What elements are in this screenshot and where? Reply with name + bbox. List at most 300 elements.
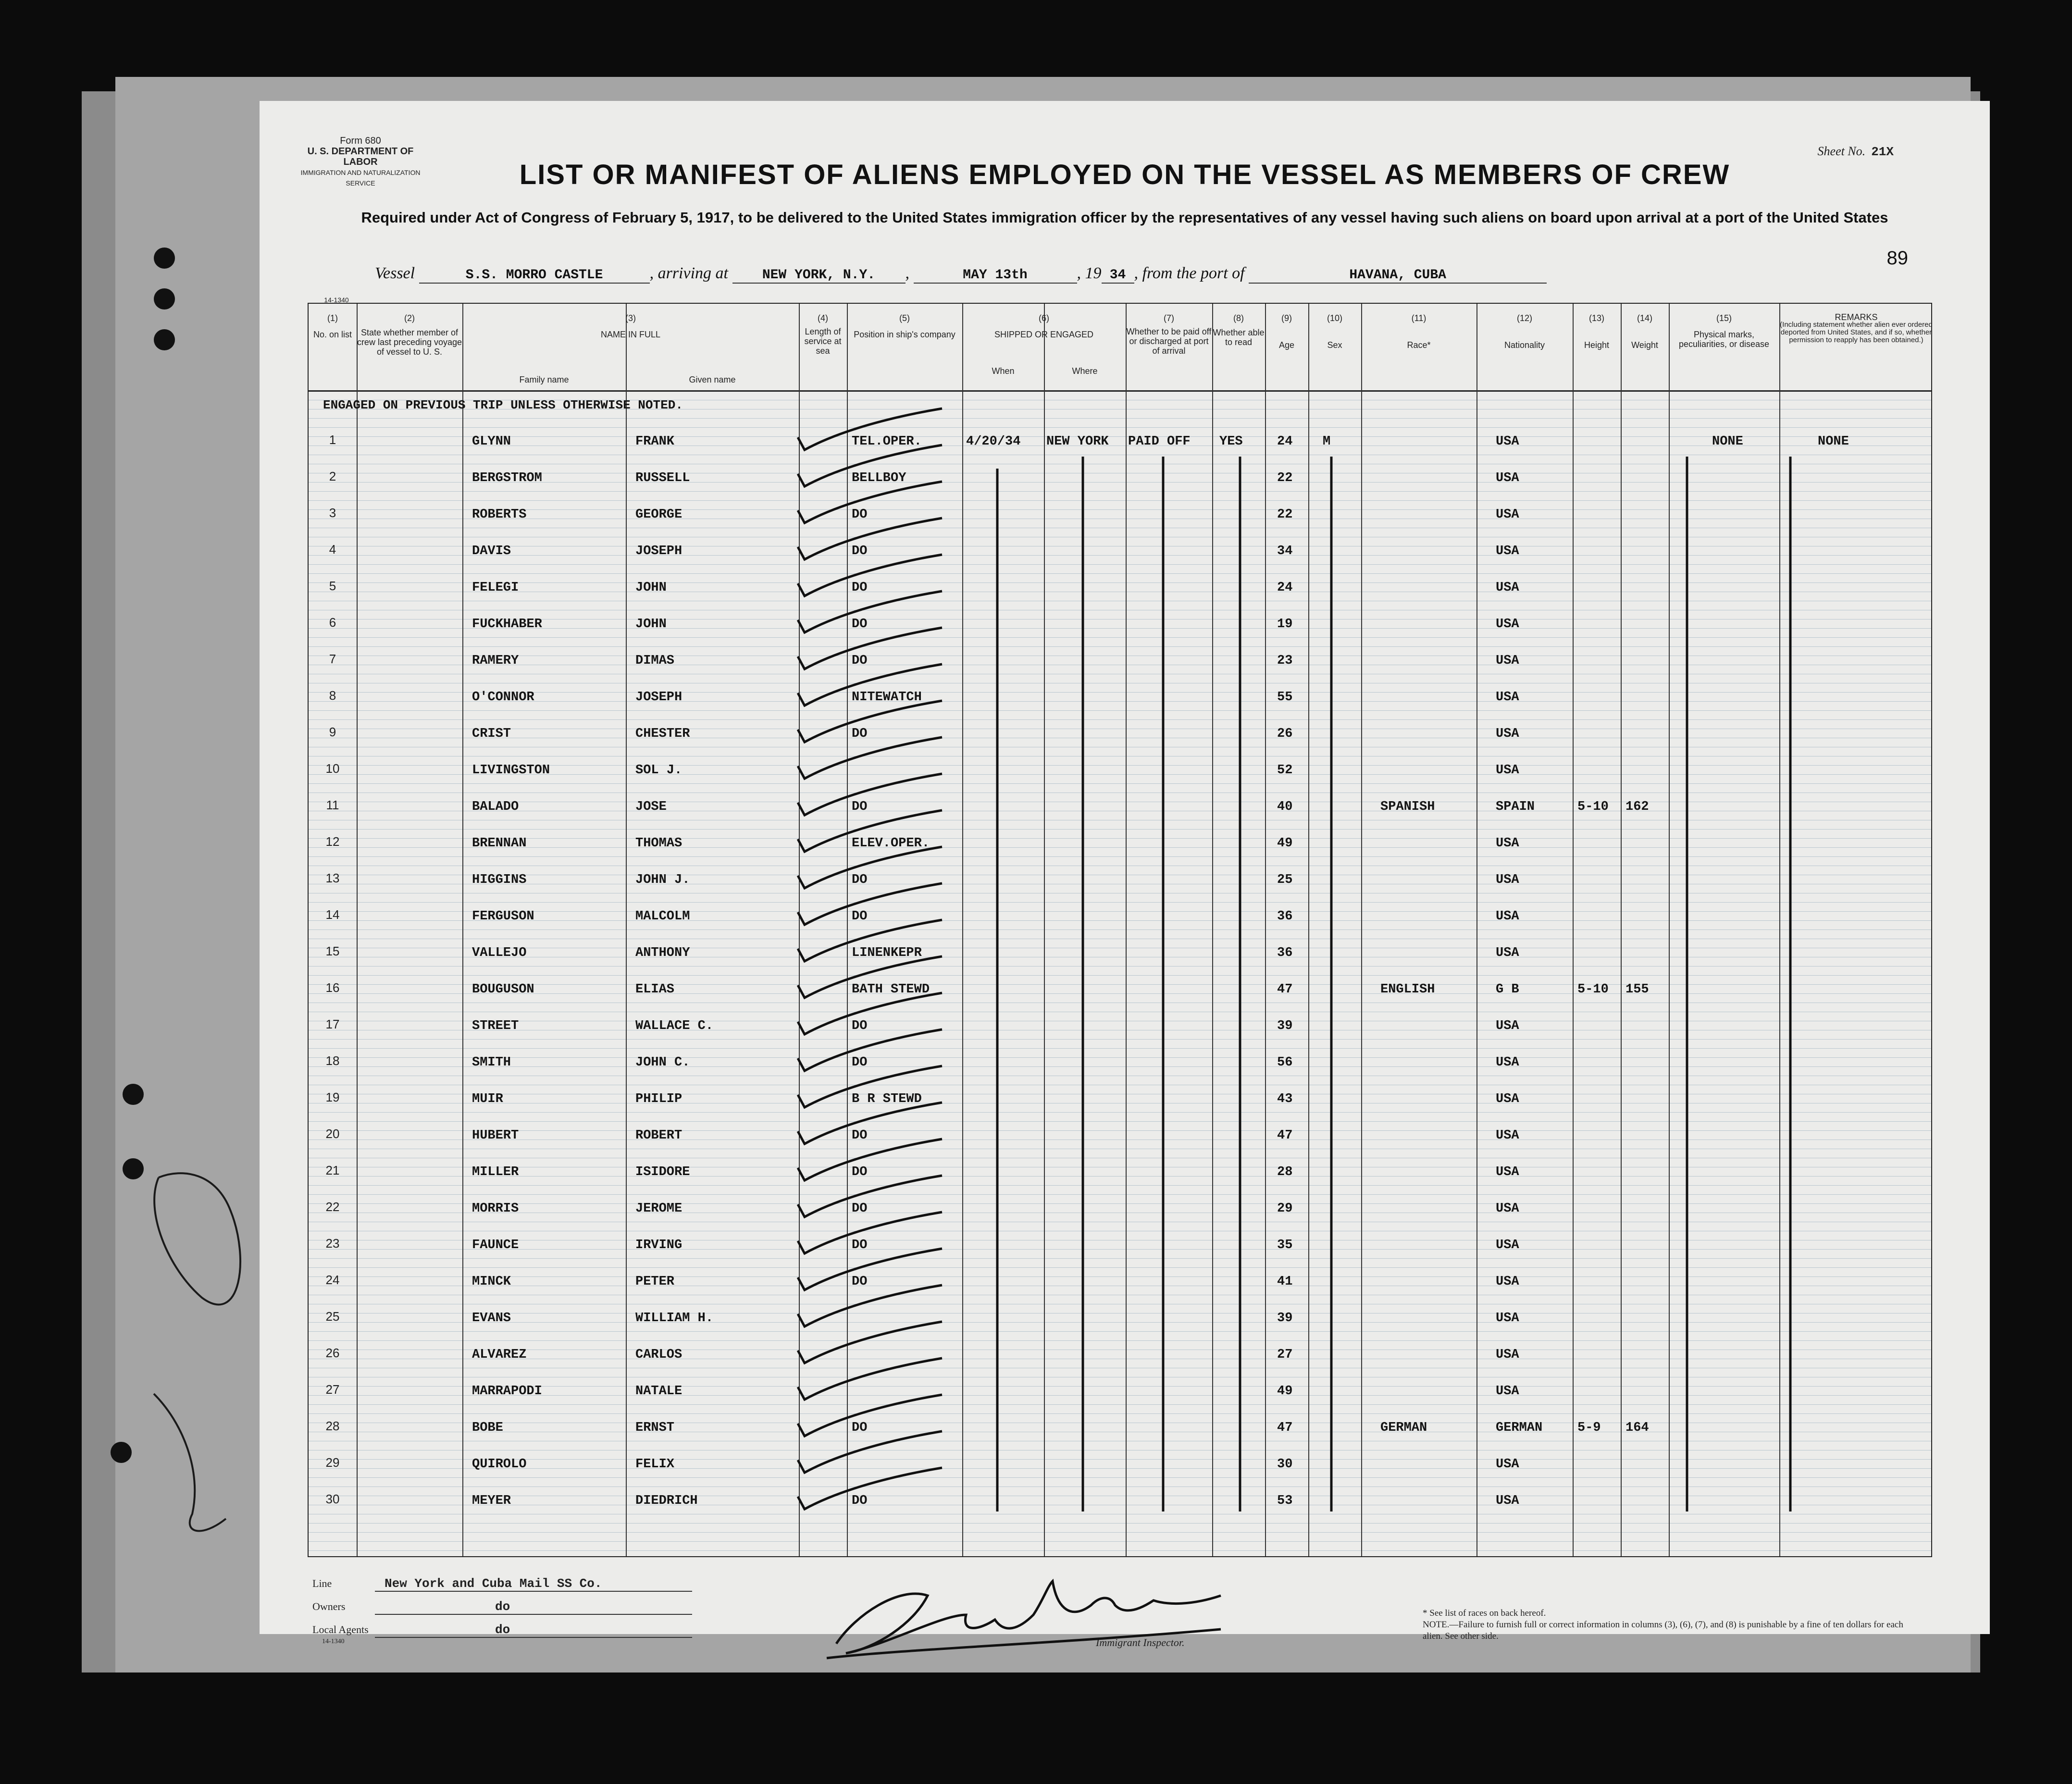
nationality-cell: USA [1496,873,1519,887]
nationality-cell: USA [1496,654,1519,668]
position-cell: DO [852,1238,868,1252]
binder-hole [123,1084,144,1105]
age-cell: 49 [1277,836,1293,851]
row-number-cell: 1 [329,433,336,447]
given-name-cell: ROBERT [635,1128,682,1143]
page-title: LIST OR MANIFEST OF ALIENS EMPLOYED ON THE VESSEL AS MEMBERS OF CREW [519,159,1730,190]
owners-field [312,1599,692,1615]
given-name-cell: DIEDRICH [635,1494,698,1508]
position-cell: DO [852,909,868,924]
footer-code: 14-1340 [322,1638,345,1645]
row-number-cell: 17 [325,1017,340,1031]
given-name-cell: CHESTER [635,727,690,741]
family-name-cell: BOBE [472,1421,503,1435]
age-cell: 43 [1277,1092,1293,1106]
row-number-cell: 29 [325,1455,340,1470]
owners-value: do [375,1599,692,1615]
row-number-cell: 8 [329,688,336,703]
binder-hole [111,1442,132,1463]
column-rule [1044,304,1045,1556]
binder-hole [154,288,175,310]
line-value: New York and Cuba Mail SS Co. [375,1576,692,1592]
ruled-line [309,838,1931,839]
sheet-number [1818,144,1894,159]
remarks-cell: NONE [1818,434,1849,449]
ruled-line [309,573,1931,574]
col15-title: Physical marks, peculiarities, or disease [1678,330,1770,349]
col13-number: (13) [1588,313,1604,323]
ruled-line [309,701,1931,702]
service-name: IMMIGRATION AND NATURALIZATION SERVICE [300,169,421,187]
ruled-line [309,1112,1931,1113]
race-cell: ENGLISH [1380,982,1435,997]
arriving-label: , arriving at [649,264,728,282]
col14-number: (14) [1637,313,1652,323]
given-name-cell: ANTHONY [635,946,690,960]
given-name-cell: ISIDORE [635,1165,690,1179]
nationality-cell: USA [1496,1311,1519,1326]
ruled-line [309,646,1931,647]
column-rule [1126,304,1127,1556]
race-cell: GERMAN [1380,1421,1427,1435]
given-name-cell: THOMAS [635,836,682,851]
given-name-cell: JOSEPH [635,544,682,558]
given-name-cell: JOSEPH [635,690,682,705]
col9-header [1265,313,1308,350]
ruled-line [309,1468,1931,1469]
row-number-cell: 13 [325,871,340,885]
row-number-cell: 27 [325,1382,340,1397]
ruled-line [309,1413,1931,1414]
family-name-cell: MEYER [472,1494,511,1508]
age-cell: 24 [1277,434,1293,449]
paid-off-cell: PAID OFF [1128,434,1191,449]
age-cell: 47 [1277,1421,1293,1435]
row-number-cell: 6 [329,615,336,630]
ruled-line [309,555,1931,556]
form-number: Form 680 [340,136,381,146]
ruled-line [309,1550,1931,1551]
ruled-line [309,1523,1931,1524]
agents-label: Local Agents [312,1623,369,1635]
age-cell: 19 [1277,617,1293,632]
ruled-line [309,719,1931,720]
given-name-cell: CARLOS [635,1348,682,1362]
arrival-year: 34 [1102,268,1134,284]
nationality-cell: SPAIN [1496,800,1535,814]
col4-header [799,313,847,356]
ruled-line [309,582,1931,583]
ruled-line [309,783,1931,784]
col9-title: Age [1278,340,1295,350]
col9-number: (9) [1281,313,1292,323]
family-name-cell: HIGGINS [472,873,527,887]
position-cell: TEL.OPER. [852,434,922,449]
col6-header [962,313,1126,339]
given-name-cell: SOL J. [635,763,682,778]
col3a-header: Family name [519,375,569,384]
row-number-cell: 12 [325,834,340,849]
family-name-cell: BRENNAN [472,836,527,851]
crew-table [308,303,1932,1557]
height-cell: 5-9 [1577,1421,1601,1435]
column-rule [1476,304,1477,1556]
age-cell: 30 [1277,1457,1293,1472]
row-number-cell: 22 [325,1200,340,1214]
ruled-line [309,1249,1931,1250]
position-cell: DO [852,581,868,595]
ruled-line [309,902,1931,903]
vessel-line: Vessel S.S. MORRO CASTLE , arriving at NEW YORK, N.Y. , MAY 13th , 19 34 , from the port of HAVANA, CUBA [375,264,1547,284]
ruled-line [309,509,1931,510]
nationality-cell: USA [1496,1457,1519,1472]
given-name-cell: JOHN [635,617,667,632]
column-rule [847,304,848,1556]
ruled-line [309,1541,1931,1542]
ruled-line [309,1258,1931,1259]
column-rule [1212,304,1213,1556]
ruled-line [309,929,1931,930]
ruled-line [309,1203,1931,1204]
family-name-cell: ALVAREZ [472,1348,527,1362]
family-name-cell: DAVIS [472,544,511,558]
age-cell: 34 [1277,544,1293,558]
engaged-note: ENGAGED ON PREVIOUS TRIP UNLESS OTHERWISE NOTED. [323,398,683,412]
ruled-line [309,1276,1931,1277]
family-name-cell: O'CONNOR [472,690,534,705]
row-number-cell: 23 [325,1236,340,1251]
form-code: 14-1340 [324,296,349,304]
height-cell: 5-10 [1577,800,1609,814]
ruled-line [309,436,1931,437]
vessel-name: S.S. MORRO CASTLE [419,268,650,284]
age-cell: 29 [1277,1202,1293,1216]
position-cell: B R STEWD [852,1092,922,1106]
nationality-cell: USA [1496,1348,1519,1362]
family-name-cell: FAUNCE [472,1238,519,1252]
col13-title: Height [1584,340,1610,350]
given-name-cell: WALLACE C. [635,1019,714,1033]
ruled-line [309,482,1931,483]
col12-header [1476,313,1573,350]
row-number-cell: 24 [325,1273,340,1287]
nationality-cell: USA [1496,434,1519,449]
binder-hole [154,248,175,269]
col6a-header: When [992,366,1015,376]
given-name-cell: NATALE [635,1384,682,1399]
age-cell: 55 [1277,690,1293,705]
page-subtitle: Required under Act of Congress of February 5, 1917, to be delivered to the United States immigration officer by the representatives of any vessel having such aliens on board upon arrival at a port of the United States [361,209,1888,226]
col2-number: (2) [404,313,415,323]
row-number-cell: 2 [329,469,336,483]
family-name-cell: CRIST [472,727,511,741]
age-cell: 24 [1277,581,1293,595]
ruled-line [309,564,1931,565]
col5-number: (5) [899,313,910,323]
given-name-cell: ERNST [635,1421,675,1435]
col7-header [1126,313,1212,356]
age-cell: 36 [1277,946,1293,960]
nationality-cell: GERMAN [1496,1421,1543,1435]
nationality-cell: USA [1496,1165,1519,1179]
ruled-line [309,1048,1931,1049]
department-name: U. S. DEPARTMENT OF LABOR [307,146,414,167]
ruled-line [309,774,1931,775]
ruled-line [309,1057,1931,1058]
ruled-line [309,1395,1931,1396]
age-cell: 23 [1277,654,1293,668]
family-name-cell: FUCKHABER [472,617,542,632]
ruled-line [309,975,1931,976]
col3-title: NAME IN FULL [600,330,661,339]
col14-header [1621,313,1669,350]
given-name-cell: FRANK [635,434,675,449]
ruled-line [309,628,1931,629]
col16-header [1779,313,1933,344]
column-rule [462,304,463,1556]
col10-number: (10) [1327,313,1342,323]
position-cell: LINENKEPR [852,946,922,960]
column-rule [357,304,358,1556]
position-cell: DO [852,617,868,632]
sheet-value: 21X [1871,145,1894,159]
row-number-cell: 5 [329,579,336,593]
sheet-label: Sheet No. [1817,144,1866,158]
family-name-cell: MORRIS [472,1202,519,1216]
ruled-line [309,1322,1931,1323]
age-cell: 36 [1277,909,1293,924]
column-rule [1308,304,1309,1556]
family-name-cell: FERGUSON [472,909,534,924]
departure-port: HAVANA, CUBA [1249,268,1547,284]
vessel-label: Vessel [375,264,415,282]
row-number-cell: 14 [325,907,340,922]
row-number-cell: 19 [325,1090,340,1104]
given-name-cell: RUSSELL [635,471,690,485]
col4-number: (4) [818,313,828,323]
position-cell: DO [852,800,868,814]
ruled-line [309,637,1931,638]
position-cell: DO [852,508,868,522]
row-number-cell: 30 [325,1492,340,1506]
nationality-cell: USA [1496,1275,1519,1289]
nationality-cell: USA [1496,690,1519,705]
col8-header [1212,313,1265,347]
weight-cell: 162 [1625,800,1649,814]
col2-title: State whether member of crew last preceding voyage of vessel to U. S. [357,328,462,357]
nationality-cell: USA [1496,617,1519,632]
line-label: Line [312,1577,332,1589]
ruled-line [309,1477,1931,1478]
position-cell: DO [852,873,868,887]
col11-title: Race* [1407,340,1431,350]
ruled-line [309,1386,1931,1387]
weight-cell: 164 [1625,1421,1649,1435]
col10-header [1308,313,1361,350]
given-name-cell: WILLIAM H. [635,1311,714,1326]
column-rule [1573,304,1574,1556]
able-to-read-cell: YES [1219,434,1243,449]
header-divider [309,390,1931,392]
position-cell: DO [852,1165,868,1179]
col1-header [309,313,357,339]
col7-number: (7) [1164,313,1174,323]
position-cell: ELEV.OPER. [852,836,930,851]
col2-header [357,313,462,357]
given-name-cell: JOHN [635,581,667,595]
given-name-cell: PHILIP [635,1092,682,1106]
ruled-line [309,1459,1931,1460]
nationality-cell: USA [1496,1128,1519,1143]
binder-hole [154,329,175,350]
nationality-cell: USA [1496,836,1519,851]
position-cell: DO [852,1275,868,1289]
row-number-cell: 4 [329,542,336,557]
family-name-cell: MUIR [472,1092,503,1106]
row-number-cell: 15 [325,944,340,958]
age-cell: 47 [1277,1128,1293,1143]
agents-value: do [375,1623,692,1638]
column-rule [1669,304,1670,1556]
column-rule [799,304,800,1556]
row-number-cell: 16 [325,980,340,995]
age-cell: 28 [1277,1165,1293,1179]
ruled-line [309,1130,1931,1131]
col8-title: Whether able to read [1213,328,1265,347]
given-name-cell: DIMAS [635,654,675,668]
nationality-cell: USA [1496,544,1519,558]
nationality-cell: USA [1496,946,1519,960]
ruled-line [309,856,1931,857]
col6b-header: Where [1072,366,1098,376]
family-name-cell: BOUGUSON [472,982,534,997]
family-name-cell: HUBERT [472,1128,519,1143]
nationality-cell: USA [1496,581,1519,595]
ruled-line [309,984,1931,985]
age-cell: 47 [1277,982,1293,997]
col6-title: SHIPPED OR ENGAGED [994,330,1094,339]
ruled-line [309,1066,1931,1067]
column-rule [1779,304,1780,1556]
weight-cell: 155 [1625,982,1649,997]
age-cell: 39 [1277,1311,1293,1326]
fine-note: NOTE.—Failure to furnish full or correct information in columns (3), (6), (7), and (8) is punishable by a fine of ten dollars for each alien. See other side. [1423,1620,1903,1641]
sex-cell: M [1323,434,1331,449]
age-cell: 52 [1277,763,1293,778]
family-name-cell: ROBERTS [472,508,527,522]
col13-header [1573,313,1621,350]
nationality-cell: USA [1496,1019,1519,1033]
col15-number: (15) [1716,313,1732,323]
arrival-date: MAY 13th [914,268,1077,284]
col3-number: (3) [625,313,636,323]
shipped-when-cell: 4/20/34 [966,434,1021,449]
footer-notes [1423,1608,1903,1642]
nationality-cell: USA [1496,1384,1519,1399]
nationality-cell: USA [1496,508,1519,522]
race-cell: SPANISH [1380,800,1435,814]
ruled-line [309,500,1931,501]
ruled-line [309,1176,1931,1177]
ruled-line [309,1404,1931,1405]
col14-title: Weight [1631,340,1658,350]
given-name-cell: JEROME [635,1202,682,1216]
age-cell: 39 [1277,1019,1293,1033]
family-name-cell: QUIROLO [472,1457,527,1472]
position-cell: DO [852,1128,868,1143]
ruled-line [309,847,1931,848]
row-number-cell: 21 [325,1163,340,1177]
ruled-line [309,993,1931,994]
position-cell: DO [852,654,868,668]
column-rule [626,304,627,1556]
age-cell: 49 [1277,1384,1293,1399]
row-number-cell: 10 [325,761,340,776]
col12-title: Nationality [1504,340,1545,350]
family-name-cell: LIVINGSTON [472,763,550,778]
ruled-line [309,829,1931,830]
row-number-cell: 11 [326,798,339,812]
position-cell: DO [852,1202,868,1216]
ruled-line [309,692,1931,693]
ruled-line [309,911,1931,912]
col4-title: Length of service at sea [804,327,842,356]
col11-number: (11) [1411,313,1427,323]
agents-field [312,1623,692,1638]
family-name-cell: BERGSTROM [472,471,542,485]
family-name-cell: EVANS [472,1311,511,1326]
col12-number: (12) [1516,313,1532,323]
col3b-header: Given name [689,375,736,384]
race-note: * See list of races on back hereof. [1423,1608,1546,1618]
from-label: , from the port of [1134,264,1245,282]
age-cell: 56 [1277,1055,1293,1070]
position-cell: DO [852,1494,868,1508]
ruled-line [309,1194,1931,1195]
given-name-cell: JOHN C. [635,1055,690,1070]
position-cell: NITEWATCH [852,690,922,705]
line-field [312,1576,692,1592]
col11-header [1361,313,1476,350]
shipped-where-cell: NEW YORK [1046,434,1109,449]
nationality-cell: USA [1496,1494,1519,1508]
physical-marks-cell: NONE [1712,434,1743,449]
col16-subtitle: (Including statement whether alien ever ordered deported from United States, and if so, whether permission to reapply has been obtained.) [1780,321,1933,344]
year-prefix: , 19 [1077,264,1102,282]
inspector-label: Immigrant Inspector. [1096,1636,1185,1648]
age-cell: 22 [1277,508,1293,522]
ruled-line [309,1121,1931,1122]
col1-number: (1) [327,313,338,323]
ruled-line [309,710,1931,711]
position-cell: DO [852,544,868,558]
nationality-cell: G B [1496,982,1519,997]
family-name-cell: GLYNN [472,434,511,449]
position-cell: DO [852,1055,868,1070]
nationality-cell: USA [1496,1202,1519,1216]
family-name-cell: MARRAPODI [472,1384,542,1399]
col10-title: Sex [1327,340,1342,350]
ruled-line [309,491,1931,492]
column-rule [1265,304,1266,1556]
height-cell: 5-10 [1577,982,1609,997]
ruled-line [309,1532,1931,1533]
nationality-cell: USA [1496,1092,1519,1106]
position-cell: DO [852,1421,868,1435]
family-name-cell: FELEGI [472,581,519,595]
age-cell: 53 [1277,1494,1293,1508]
row-number-cell: 20 [325,1127,340,1141]
